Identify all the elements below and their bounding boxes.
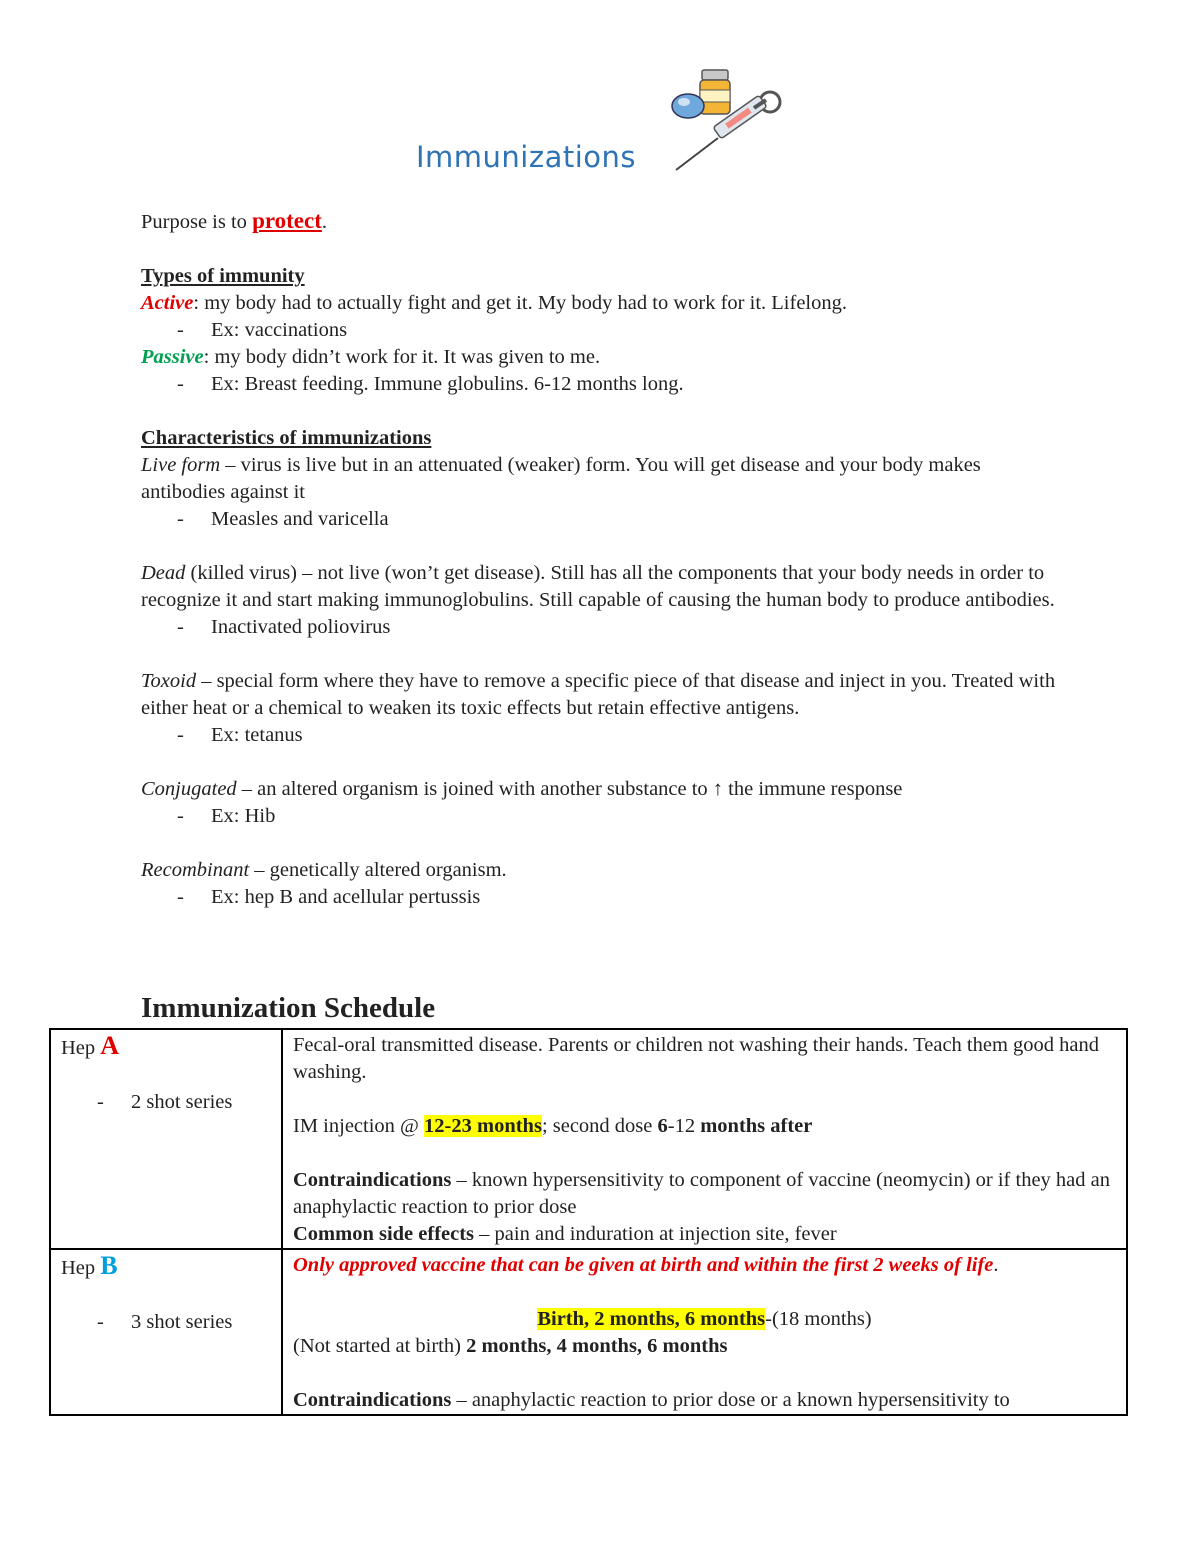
hep-b-schedule — [293, 1306, 1116, 1333]
active-term: Active — [141, 292, 194, 314]
schedule-table — [49, 1028, 1128, 1416]
active-text: : my body had to actually fight and get it. My body had to work for it. Lifelong. — [193, 292, 847, 314]
side-label: Common side effects — [293, 1223, 475, 1245]
contra-label: Contraindications — [293, 1389, 452, 1411]
dash-bullet: - — [177, 886, 184, 908]
purpose-suffix: . — [321, 211, 328, 233]
list-item — [141, 614, 1061, 641]
hep-a-side-effects — [293, 1221, 1116, 1248]
list-item — [61, 1309, 271, 1336]
dash-bullet: - — [177, 508, 184, 530]
active-example: Ex: vaccinations — [211, 319, 348, 341]
list-item — [61, 1089, 271, 1116]
recombinant-line — [141, 857, 1061, 884]
dash-bullet: - — [97, 1091, 104, 1113]
purpose-line — [141, 207, 1061, 236]
dash-bullet: - — [177, 724, 184, 746]
hep-b-schedule-rest: -(18 months) — [765, 1308, 872, 1330]
dash-bullet: - — [177, 805, 184, 827]
conjugated-term: Conjugated — [141, 778, 237, 800]
hep-b-contra — [293, 1387, 1116, 1414]
recombinant-term: Recombinant — [141, 859, 250, 881]
schedule-title: Immunization Schedule — [141, 992, 436, 1024]
im-mid: ; second dose — [541, 1115, 658, 1137]
hep-b-note-text: Only approved vaccine that can be given at birth and within the first 2 weeks of life — [293, 1254, 994, 1276]
toxoid-line — [141, 668, 1061, 722]
hep-b-alt — [293, 1333, 1116, 1360]
types-heading: Types of immunity — [141, 265, 305, 287]
notes-body — [141, 207, 1061, 911]
dead-example: Inactivated poliovirus — [211, 616, 391, 638]
list-item — [141, 371, 1061, 398]
page-title: Immunizations — [416, 140, 637, 174]
im-prefix: IM injection @ — [293, 1115, 425, 1137]
hep-a-contra — [293, 1167, 1116, 1221]
hep-a-details — [282, 1029, 1127, 1249]
dash-bullet: - — [97, 1311, 104, 1333]
list-item — [141, 722, 1061, 749]
toxoid-text: – special form where they have to remove a specific piece of that disease and inject in you. Treated with either heat or a chemical to weaken its toxic effects but retain effective antigens. — [141, 670, 1056, 719]
passive-example: Ex: Breast feeding. Immune globulins. 6-12 months long. — [211, 373, 684, 395]
toxoid-example: Ex: tetanus — [211, 724, 303, 746]
im-age: 12-23 months — [424, 1115, 542, 1137]
contra-text: – known hypersensitivity to component of vaccine (neomycin) or if they had an anaphylactic reaction to prior dose — [293, 1169, 1111, 1218]
hep-a-name: Hep — [61, 1037, 101, 1059]
purpose-keyword: protect — [252, 208, 322, 233]
active-line — [141, 290, 1061, 317]
purpose-prefix: Purpose is to — [141, 211, 253, 233]
im-dose-rest: -12 — [667, 1115, 701, 1137]
dead-term: Dead — [141, 562, 186, 584]
hep-b-letter: B — [100, 1251, 118, 1280]
contra-text: – anaphylactic reaction to prior dose or a known hypersensitivity to — [451, 1389, 1010, 1411]
contra-label: Contraindications — [293, 1169, 452, 1191]
im-after: months after — [700, 1115, 813, 1137]
hep-b-schedule-hl: Birth, 2 months, 6 months — [537, 1308, 766, 1330]
live-term: Live form — [141, 454, 221, 476]
dash-bullet: - — [177, 616, 184, 638]
conjugated-line — [141, 776, 1061, 803]
passive-line — [141, 344, 1061, 371]
recombinant-text: – genetically altered organism. — [249, 859, 507, 881]
dead-line — [141, 560, 1061, 614]
vaccine-vials-syringe-icon — [670, 66, 790, 174]
list-item — [141, 506, 1061, 533]
live-line — [141, 452, 1061, 506]
passive-term: Passive — [141, 346, 204, 368]
side-text: – pain and induration at injection site, fever — [474, 1223, 837, 1245]
live-text: – virus is live but in an attenuated (weaker) form. You will get disease and your body makes antibodies against it — [141, 454, 981, 503]
hep-b-series: 3 shot series — [131, 1311, 233, 1333]
list-item — [141, 803, 1061, 830]
table-row — [50, 1249, 1127, 1415]
hep-b-alt-prefix: (Not started at birth) — [293, 1335, 467, 1357]
dead-text: (killed virus) – not live (won’t get disease). Still has all the components that your body needs in order to recognize it and start making immunoglobulins. Still capable of causing the human body to produce antibodies. — [141, 562, 1055, 611]
table-row — [50, 1029, 1127, 1249]
dash-bullet: - — [177, 373, 184, 395]
recombinant-example: Ex: hep B and acellular pertussis — [211, 886, 481, 908]
conjugated-text: – an altered organism is joined with another substance to ↑ the immune response — [236, 778, 903, 800]
conjugated-example: Ex: Hib — [211, 805, 276, 827]
hep-b-name: Hep — [61, 1257, 101, 1279]
live-example: Measles and varicella — [211, 508, 389, 530]
hep-b-note-end: . — [993, 1254, 999, 1276]
toxoid-term: Toxoid — [141, 670, 197, 692]
im-dose-num: 6 — [657, 1115, 668, 1137]
characteristics-heading: Characteristics of immunizations — [141, 427, 432, 449]
list-item — [141, 884, 1061, 911]
hep-a-letter: A — [100, 1031, 120, 1060]
hep-a-cell — [50, 1029, 282, 1249]
passive-text: : my body didn’t work for it. It was given to me. — [203, 346, 601, 368]
hep-a-im-line — [293, 1113, 1116, 1140]
hep-a-series: 2 shot series — [131, 1091, 233, 1113]
hep-b-alt-schedule: 2 months, 4 months, 6 months — [466, 1335, 728, 1357]
dash-bullet: - — [177, 319, 184, 341]
hep-b-cell — [50, 1249, 282, 1415]
hep-a-description: Fecal-oral transmitted disease. Parents or children not washing their hands. Teach them good hand washing. — [293, 1034, 1100, 1083]
hep-b-note — [293, 1252, 1116, 1279]
list-item — [141, 317, 1061, 344]
hep-b-details — [282, 1249, 1127, 1415]
